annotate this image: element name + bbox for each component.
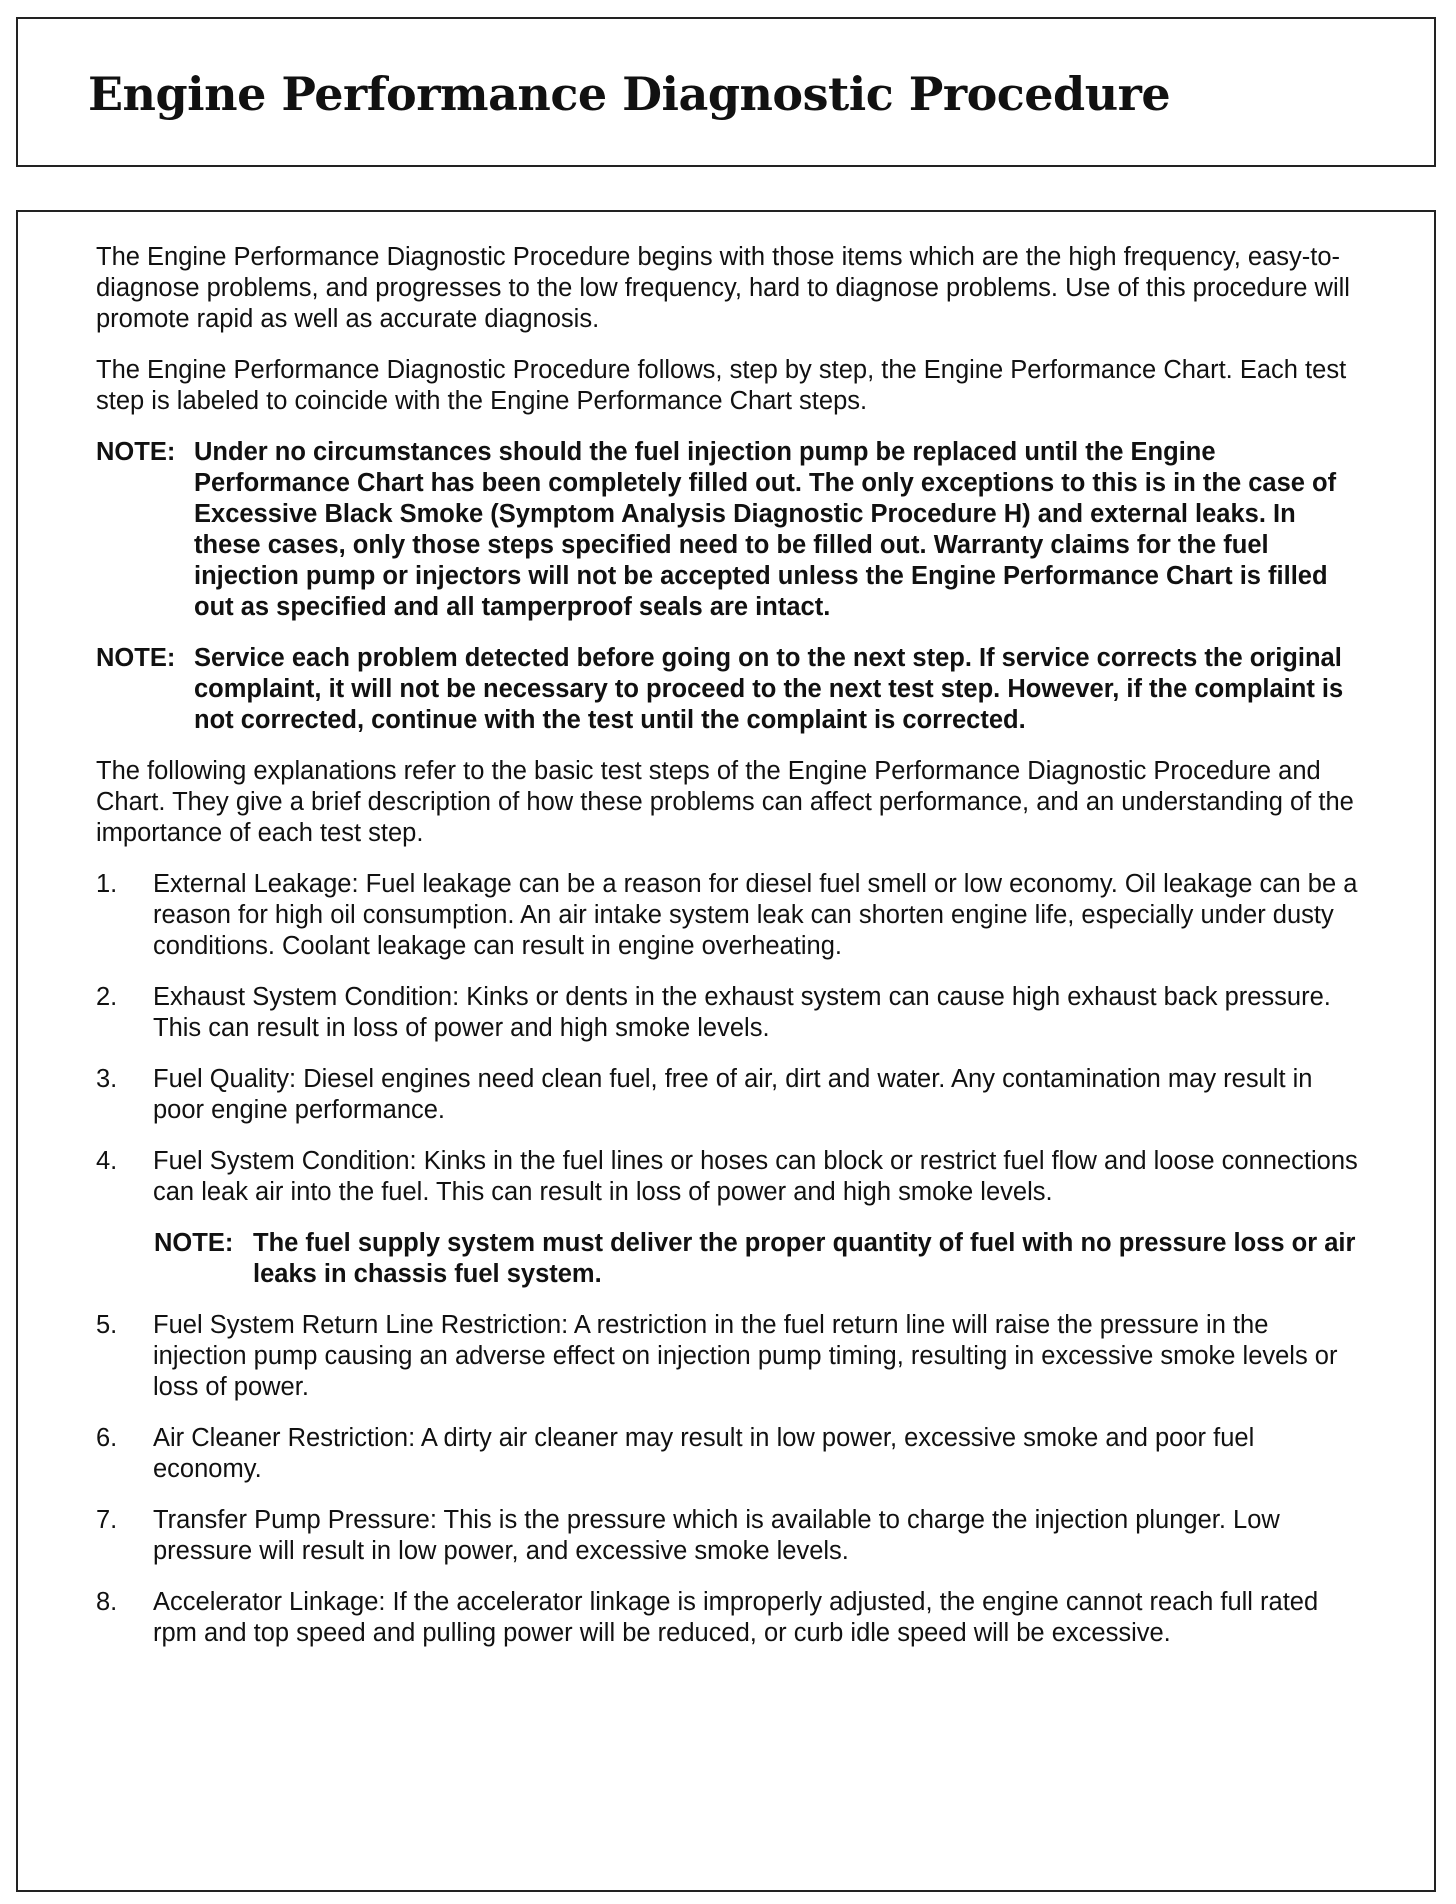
content-box [16,210,1436,1892]
title-box [16,17,1436,167]
page-title: Engine Performance Diagnostic Procedure [88,67,1171,121]
note-text: Under no circumstances should the fuel injection pump be replaced until the Engine Performance Chart has been completely filled out. The only exceptions to this is in the case of Excessive Black Smoke (Symptom Analysis Diagnostic Procedure H) and external leaks. In these cases, only those steps specified need to be filled out. Warranty claims for the fuel injection pump or injectors will not be accepted unless the Engine Performance Chart is filled out as specified and all tamperproof seals are intact. [194,438,1337,621]
note-label: NOTE: [154,1229,234,1257]
step-text: Fuel System Return Line Restriction: A restriction in the fuel return line will raise the pressure in the injection pump causing an adverse effect on injection pump timing, resulting in excessive smoke levels or loss of power. [153,1311,1338,1401]
note-label: NOTE: [96,644,176,672]
list-item [96,1146,1368,1208]
step-text: Transfer Pump Pressure: This is the pressure which is available to charge the injection plunger. Low pressure will result in low power, and excessive smoke levels. [153,1506,1280,1565]
step-text: Fuel Quality: Diesel engines need clean fuel, free of air, dirt and water. Any contamination may result in poor engine performance. [153,1065,1313,1124]
step-number: 7. [96,1506,118,1534]
list-item [96,1064,1368,1126]
list-item [96,1423,1368,1485]
step-number: 2. [96,983,118,1011]
document-body [96,242,1368,1669]
step-number: 1. [96,870,118,898]
step-number: 8. [96,1588,118,1616]
list-item [96,982,1368,1044]
list-item [96,1505,1368,1567]
list-item [96,869,1368,962]
note-pump-replacement [96,437,1368,623]
step-number: 4. [96,1147,118,1175]
step-text: External Leakage: Fuel leakage can be a reason for diesel fuel smell or low economy. Oil leakage can be a reason for high oil consumption. An air intake system leak can shorten engine life, especially under dusty conditions. Coolant leakage can result in engine overheating. [153,870,1358,960]
step-number: 5. [96,1311,118,1339]
intro-paragraph-1: The Engine Performance Diagnostic Procedure begins with those items which are the high frequency, easy-to-diagnose problems, and progresses to the low frequency, hard to diagnose problems. Use of this procedure will promote rapid as well as accurate diagnosis. [96,243,1350,333]
step-text: Fuel System Condition: Kinks in the fuel lines or hoses can block or restrict fuel flow and loose connections can leak air into the fuel. This can result in loss of power and high smoke levels. [153,1147,1358,1206]
note-label: NOTE: [96,438,176,466]
step-text: Accelerator Linkage: If the accelerator linkage is improperly adjusted, the engine cannot reach full rated rpm and top speed and pulling power will be reduced, or curb idle speed will be excessive. [153,1588,1319,1647]
note-service-problems [96,643,1368,736]
list-item [96,1587,1368,1649]
step-text: Air Cleaner Restriction: A dirty air cleaner may result in low power, excessive smoke and poor fuel economy. [153,1424,1255,1483]
explanation-paragraph: The following explanations refer to the basic test steps of the Engine Performance Diagnostic Procedure and Chart. They give a brief description of how these problems can affect performance, and an understanding of the importance of each test step. [96,757,1354,847]
step-text: Exhaust System Condition: Kinks or dents in the exhaust system can cause high exhaust back pressure. This can result in loss of power and high smoke levels. [153,983,1331,1042]
list-item [96,1310,1368,1403]
note-text: Service each problem detected before going on to the next step. If service corrects the original complaint, it will not be necessary to proceed to the next test step. However, if the complaint is not corrected, continue with the test until the complaint is corrected. [194,644,1344,734]
note-fuel-supply [154,1228,1368,1290]
intro-paragraph-2: The Engine Performance Diagnostic Procedure follows, step by step, the Engine Performance Chart. Each test step is labeled to coincide with the Engine Performance Chart steps. [96,356,1347,415]
step-number: 6. [96,1424,118,1452]
step-number: 3. [96,1065,118,1093]
note-text: The fuel supply system must deliver the proper quantity of fuel with no pressure loss or air leaks in chassis fuel system. [253,1229,1356,1288]
